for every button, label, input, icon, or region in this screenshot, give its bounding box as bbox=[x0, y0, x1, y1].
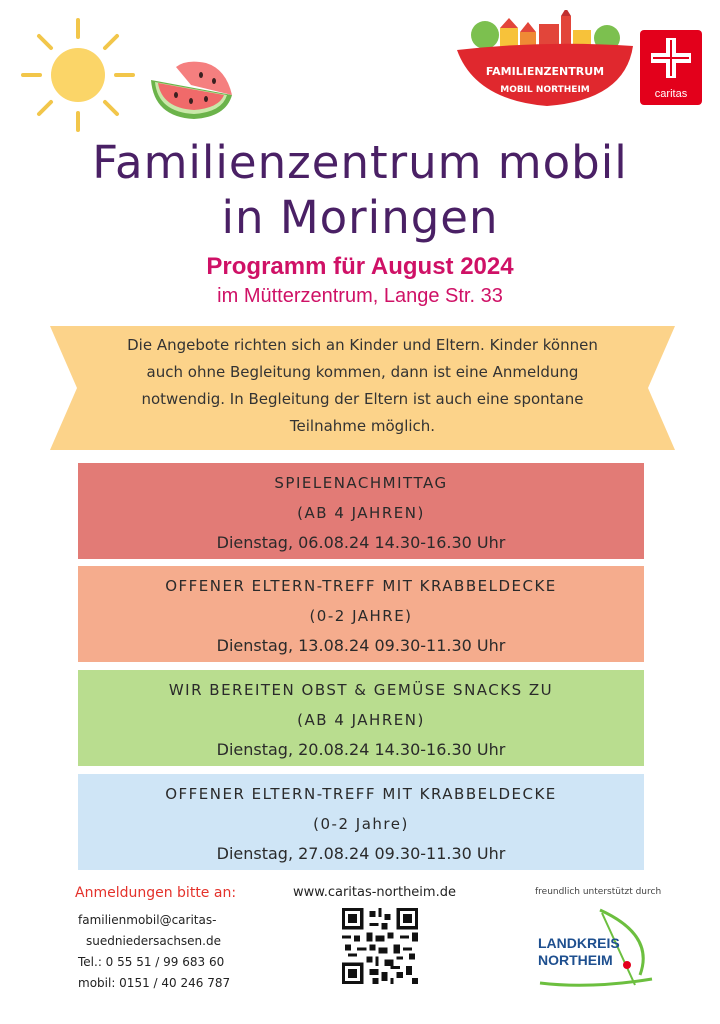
event-age: (AB 4 JAHREN) bbox=[297, 504, 425, 522]
intro-line: Teilnahme möglich. bbox=[289, 417, 436, 435]
intro-text bbox=[80, 332, 645, 440]
landkreis-line: LANDKREIS bbox=[538, 935, 620, 951]
watermelon-icon bbox=[146, 55, 236, 125]
program-subtitle: Programm für August 2024 bbox=[206, 253, 514, 280]
mobile-number: mobil: 0151 / 40 246 787 bbox=[78, 976, 231, 990]
event-age: (AB 4 JAHREN) bbox=[297, 711, 425, 729]
intro-line: auch ohne Begleitung kommen, dann ist eine Anmeldung bbox=[146, 363, 579, 381]
event-date: Dienstag, 13.08.24 09.30-11.30 Uhr bbox=[216, 636, 506, 655]
event-age: (0-2 JAHRE) bbox=[309, 607, 413, 625]
title-line-1: Familienzentrum mobil bbox=[92, 136, 628, 189]
email-line[interactable]: suedniedersachsen.de bbox=[86, 934, 221, 948]
event-age: (0-2 Jahre) bbox=[313, 815, 409, 833]
sponsor-note: freundlich unterstützt durch bbox=[535, 887, 662, 897]
caritas-wordmark: caritas bbox=[654, 88, 688, 100]
sun-icon bbox=[18, 15, 138, 135]
qr-code-icon[interactable] bbox=[342, 908, 418, 984]
event-card bbox=[78, 566, 644, 662]
event-title: WIR BEREITEN OBST & GEMÜSE SNACKS ZU bbox=[168, 681, 554, 699]
email-line[interactable]: familienmobil@caritas- bbox=[78, 913, 217, 927]
caritas-cross-icon bbox=[649, 36, 693, 80]
event-date: Dienstag, 06.08.24 14.30-16.30 Uhr bbox=[216, 533, 506, 552]
location-subtitle: im Mütterzentrum, Lange Str. 33 bbox=[217, 285, 503, 307]
event-date: Dienstag, 27.08.24 09.30-11.30 Uhr bbox=[216, 844, 506, 863]
caritas-logo bbox=[640, 30, 702, 105]
phone-number: Tel.: 0 55 51 / 99 683 60 bbox=[78, 955, 225, 969]
intro-line: Die Angebote richten sich an Kinder und Eltern. Kinder können bbox=[127, 336, 598, 354]
familienzentrum-logo bbox=[455, 10, 635, 110]
contact-info bbox=[78, 910, 230, 994]
svg-text:MOBIL NORTHEIM: MOBIL NORTHEIM bbox=[500, 85, 590, 95]
page-title bbox=[0, 135, 720, 245]
contact-heading: Anmeldungen bitte an: bbox=[75, 885, 237, 901]
event-title: OFFENER ELTERN-TREFF MIT KRABBELDECKE bbox=[165, 577, 557, 595]
website-link[interactable]: www.caritas-northeim.de bbox=[293, 885, 456, 900]
svg-text:FAMILIENZENTRUM: FAMILIENZENTRUM bbox=[485, 65, 605, 78]
landkreis-name bbox=[538, 935, 620, 969]
event-date: Dienstag, 20.08.24 14.30-16.30 Uhr bbox=[216, 740, 506, 759]
event-title: SPIELENACHMITTAG bbox=[274, 474, 448, 492]
event-card bbox=[78, 463, 644, 559]
event-title: OFFENER ELTERN-TREFF MIT KRABBELDECKE bbox=[165, 785, 557, 803]
event-card bbox=[78, 774, 644, 870]
title-line-2: in Moringen bbox=[221, 191, 499, 244]
landkreis-line: NORTHEIM bbox=[538, 952, 613, 968]
intro-line: notwendig. In Begleitung der Eltern ist auch eine spontane bbox=[141, 390, 584, 408]
event-card bbox=[78, 670, 644, 766]
